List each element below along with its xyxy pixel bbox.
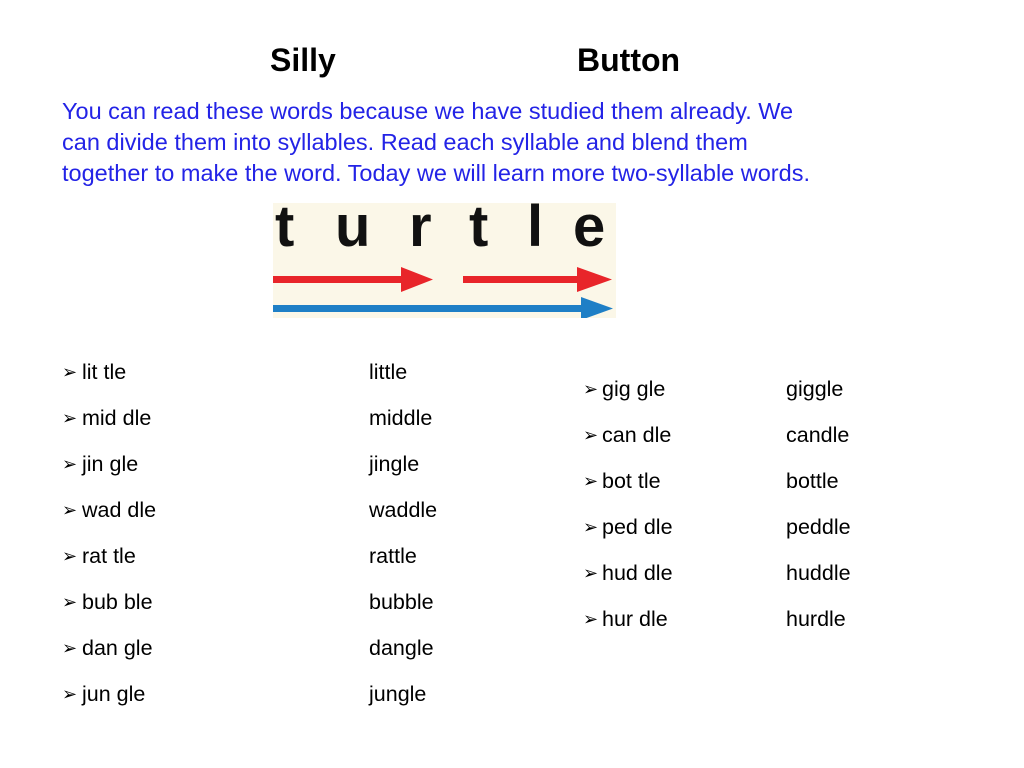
banner-letter: u [335,194,371,259]
banner-arrows [273,203,616,318]
arrow-bullet-icon: ➢ [583,425,599,445]
whole-word: waddle [369,498,438,522]
syllable-split: dan gle [82,636,153,660]
arrow-bullet-icon: ➢ [62,454,78,474]
syllable-split: jun gle [82,682,146,706]
arrow-bullet-icon: ➢ [62,684,78,704]
arrow-bullet-icon: ➢ [583,563,599,583]
intro-line: can divide them into syllables. Read each syllable and blend them [62,129,748,155]
banner-letter: r [409,194,432,259]
banner-letter: t [469,194,489,259]
arrow-bullet-icon: ➢ [62,408,78,428]
whole-word: bubble [369,590,434,614]
turtle-syllable-banner [273,194,616,318]
arrow-bullet-icon: ➢ [62,546,78,566]
arrow-bullet-icon: ➢ [62,592,78,612]
syllable-split: mid dle [82,406,152,430]
syllable-split: bub ble [82,590,153,614]
whole-word: middle [369,406,433,430]
arrow-bullet-icon: ➢ [583,471,599,491]
syllable-split: lit tle [82,360,127,384]
syllable-split: hur dle [602,607,668,631]
whole-word: little [369,360,408,384]
arrow-bullet-icon: ➢ [583,609,599,629]
whole-word: jungle [369,682,427,706]
intro-line: You can read these words because we have studied them already. We [62,98,794,124]
banner-letter: t [275,194,295,259]
whole-word: bottle [786,469,839,493]
syllable-split: ped dle [602,515,673,539]
whole-word: huddle [786,561,851,585]
syllable-split: gig gle [602,377,666,401]
syllable-split: wad dle [82,498,157,522]
word-arrow [273,297,613,318]
title-silly: Silly [270,42,336,78]
arrow-bullet-icon: ➢ [62,500,78,520]
whole-word: dangle [369,636,434,660]
title-button: Button [577,42,681,78]
syllable-split: rat tle [82,544,136,568]
intro-paragraph [62,96,942,189]
syllable-split: bot tle [602,469,661,493]
whole-word: peddle [786,515,851,539]
whole-word: rattle [369,544,417,568]
syllable-arrow-second [463,267,612,292]
arrow-bullet-icon: ➢ [62,362,78,382]
whole-word: jingle [369,452,420,476]
whole-word: hurdle [786,607,846,631]
arrow-bullet-icon: ➢ [583,517,599,537]
syllable-split: can dle [602,423,672,447]
arrow-bullet-icon: ➢ [62,638,78,658]
intro-line: together to make the word. Today we will learn more two-syllable words. [62,160,810,186]
banner-letter: l [527,194,544,259]
whole-word: candle [786,423,850,447]
syllable-split: hud dle [602,561,673,585]
syllable-arrow-first [273,267,433,292]
syllable-split: jin gle [82,452,139,476]
arrow-bullet-icon: ➢ [583,379,599,399]
whole-word: giggle [786,377,844,401]
banner-letter: e [573,194,606,259]
